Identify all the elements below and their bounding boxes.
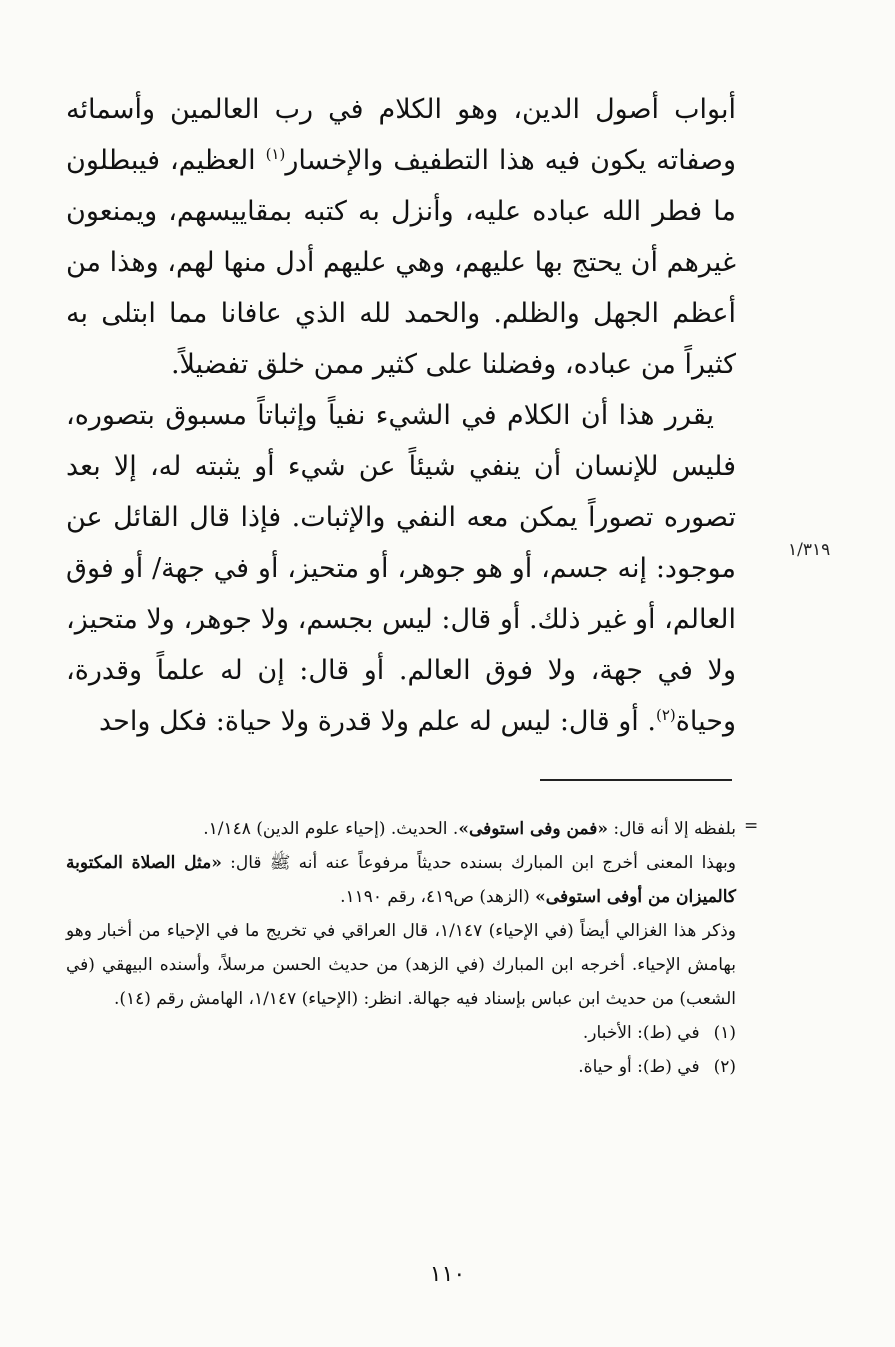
page-number: ١١٠: [429, 1262, 466, 1287]
footnote-number: (٢): [713, 1057, 736, 1077]
text-segment: . الحديث. (إحياء علوم الدين) ١/١٤٨.: [203, 819, 459, 839]
text-segment: وبهذا المعنى أخرج ابن المبارك بسنده حديثاً مرفوعاً عنه أنه ﷺ قال:: [221, 853, 736, 873]
footnote-text: في (ط): أو حياة.: [578, 1057, 700, 1077]
text-segment: وذكر هذا الغزالي أيضاً (في الإحياء) ١/١٤٧، قال العراقي في تخريج ما في الإحياء من أخبار وهو بهامش الإحياء. أخرجه ابن المبارك (في الزهد) من حديث الحسن مرسلاً، وأسنده البيهقي (في الشعب) من حديث ابن عباس بإسناد فيه جهالة. انظر: (الإحياء) ١/١٤٧، الهامش رقم (١٤).: [66, 921, 736, 1009]
footnote-continued-3: [66, 914, 736, 1016]
quoted-hadith: «فمن وفى استوفى»: [458, 819, 608, 839]
paragraph-2: [66, 390, 736, 747]
footnote-1: [66, 1016, 736, 1050]
quoted-hadith: «مثل الصلاة المكتوبة كالميزان من أوفى استوفى»: [66, 853, 736, 907]
text-segment: يقرر هذا أن الكلام في الشيء نفياً وإثباتاً مسبوق بتصوره، فليس للإنسان أن ينفي شيئاً عن شيء أو يثبته له، إلا بعد تصوره تصوراً يمكن معه النفي والإثبات. فإذا قال القائل عن موجود: إنه جسم، أو هو جوهر، أو متحيز، أو في جهة/ أو فوق العالم، أو غير ذلك. أو قال: ليس بجسم، ولا جوهر، ولا متحيز، ولا في جهة، ولا فوق العالم. أو قال: إن له علماً وقدرة، وحياة: [66, 400, 736, 737]
text-segment: بلفظه إلا أنه قال:: [607, 819, 736, 839]
footnote-continued-2: [66, 846, 736, 914]
text-segment: أبواب أصول الدين، وهو الكلام في رب العالمين وأسمائه وصفاته يكون فيه هذا التطفيف والإخسار: [66, 94, 736, 176]
paragraph-1: [66, 84, 736, 390]
footnote-text: في (ط): الأخبار.: [582, 1023, 700, 1043]
footnote-ref-1[interactable]: (١): [265, 145, 286, 163]
text-segment: العظيم، فيبطلون ما فطر الله عباده عليه، وأنزل به كتبه بمقاييسهم، ويمنعون غيرهم أن يحتج بها عليهم، وهي عليهم أدل منها لهم، وهذا من أعظم الجهل والظلم. والحمد لله الذي عافانا مما ابتلى به كثيراً من عباده، وفضلنا على كثير ممن خلق تفضيلاً.: [66, 145, 736, 380]
main-text: [66, 84, 736, 747]
text-segment: . أو قال: ليس له علم ولا قدرة ولا حياة: فكل واحد: [98, 706, 656, 737]
footnote-2: [66, 1050, 736, 1084]
footnotes: [66, 812, 736, 1084]
margin-page-reference: ١/٣١٩: [788, 540, 831, 560]
footnote-separator: [540, 779, 732, 781]
footnote-continued-1: [66, 812, 736, 846]
footnote-number: (١): [713, 1023, 736, 1043]
text-segment: (الزهد) ص٤١٩، رقم ١١٩٠.: [340, 887, 536, 907]
footnote-ref-2[interactable]: (٢): [655, 706, 676, 724]
footnote-continuation-mark: =: [744, 816, 759, 836]
